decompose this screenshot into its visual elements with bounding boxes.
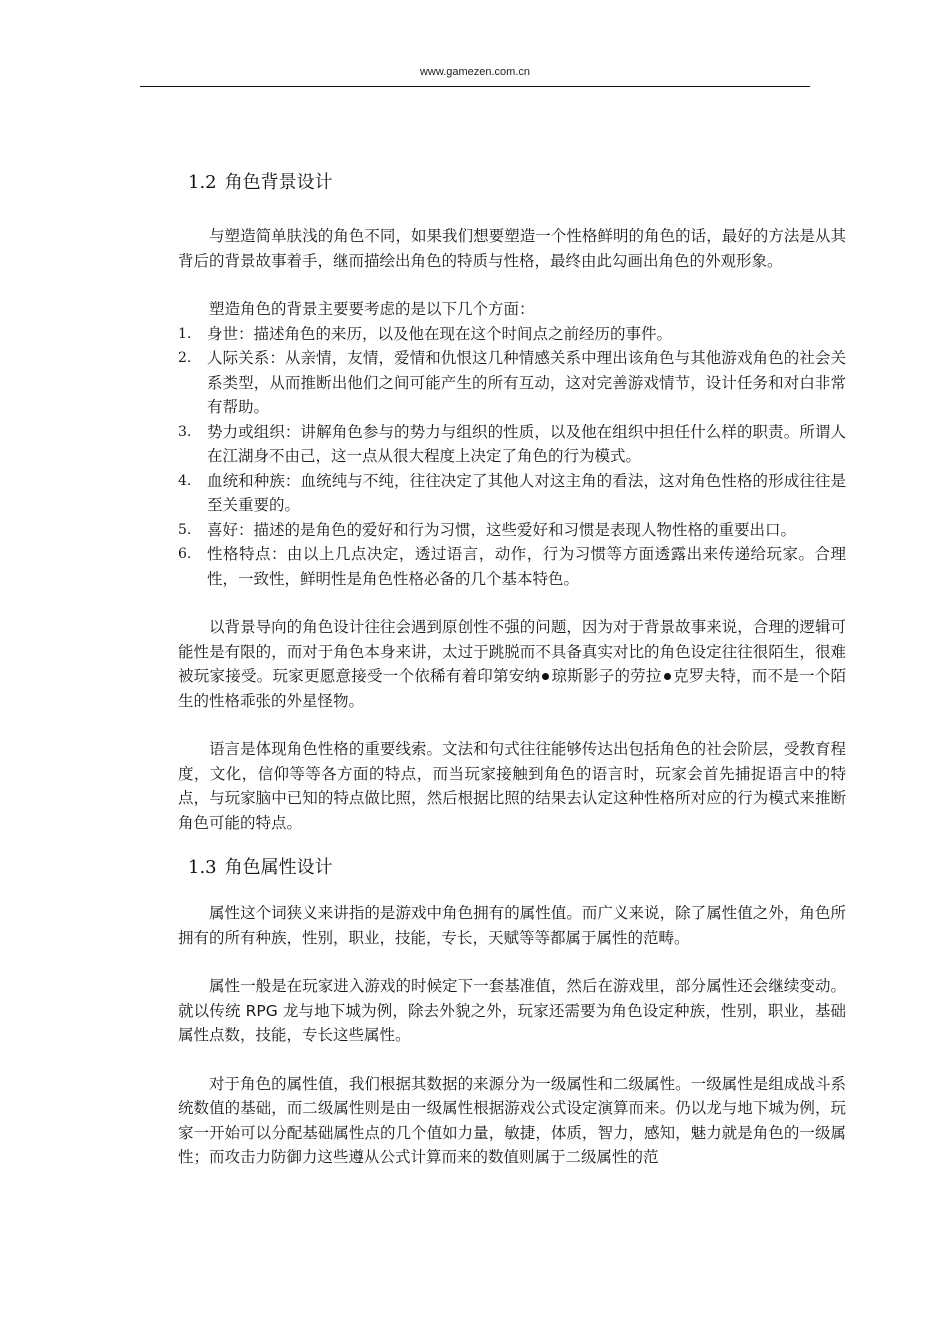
list-item bbox=[178, 322, 846, 347]
paragraph: 属性这个词狭义来讲指的是游戏中角色拥有的属性值。而广义来说，除了属性值之外，角色所拥有的所有种族，性别，职业，技能，专长，天赋等等都属于属性的范畴。 bbox=[178, 904, 846, 947]
section-heading-1-2 bbox=[178, 170, 846, 196]
paragraph: 属性一般是在玩家进入游戏的时候定下一套基准值，然后在游戏里，部分属性还会继续变动。就以传统 RPG 龙与地下城为例，除去外貌之外，玩家还需要为角色设定种族，性别，职业，基础属性点数，技能，专长这些属性。 bbox=[178, 977, 846, 1044]
bullet-dot-icon bbox=[542, 673, 549, 680]
list-text: 性格特点：由以上几点决定，透过语言，动作，行为习惯等方面透露出来传递给玩家。合理性，一致性，鲜明性是角色性格必备的几个基本特色。 bbox=[207, 545, 846, 588]
aspect-list bbox=[178, 322, 846, 592]
header-divider bbox=[140, 86, 810, 87]
section-title: 角色背景设计 bbox=[224, 172, 333, 193]
list-intro: 塑造角色的背景主要要考虑的是以下几个方面： bbox=[209, 300, 535, 318]
section-title: 角色属性设计 bbox=[224, 857, 333, 878]
list-item bbox=[178, 518, 846, 543]
paragraph-text: 以背景导向的角色设计往往会遇到原创性不强的问题，因为对于背景故事来说，合理的逻辑可能性是有限的，而对于角色本身来讲，太过于跳脱而不具备真实对比的角色设定往往很陌生，很难被玩家接受。玩家更愿意接受一个依稀有着印第安纳 bbox=[178, 618, 846, 685]
paragraph bbox=[178, 615, 846, 713]
bullet-dot-icon bbox=[664, 673, 671, 680]
page-body bbox=[178, 170, 846, 1170]
list-number: 5. bbox=[178, 521, 192, 538]
paragraph: 对于角色的属性值，我们根据其数据的来源分为一级属性和二级属性。一级属性是组成战斗系统数值的基础，而二级属性则是由一级属性根据游戏公式设定演算而来。仍以龙与地下城为例，玩家一开始可以分配基础属性点的几个值如力量，敏捷，体质，智力，感知，魅力就是角色的一级属性；而攻击力防御力这些遵从公式计算而来的数值则属于二级属性的范 bbox=[178, 1074, 846, 1166]
list-text: 身世：描述角色的来历，以及他在现在这个时间点之前经历的事件。 bbox=[207, 324, 673, 343]
list-item bbox=[178, 420, 846, 469]
list-number: 1. bbox=[178, 325, 192, 342]
section-number: 1.2 bbox=[188, 172, 217, 193]
header-url: www.gamezen.com.cn bbox=[419, 66, 531, 78]
list-number: 2. bbox=[178, 350, 192, 366]
list-number: 6. bbox=[178, 546, 192, 562]
list-item bbox=[178, 346, 846, 420]
paragraph: 语言是体现角色性格的重要线索。文法和句式往往能够传达出包括角色的社会阶层，受教育程度，文化，信仰等等各方面的特点，而当玩家接触到角色的语言时，玩家会首先捕捉语言中的特点，与玩家脑中已知的特点做比照，然后根据比照的结果去认定这种性格所对应的行为模式来推断角色可能的特点。 bbox=[178, 740, 846, 832]
list-text: 喜好：描述的是角色的爱好和行为习惯，这些爱好和习惯是表现人物性格的重要出口。 bbox=[207, 520, 797, 539]
paragraph-text: 克罗夫特，而不是一个陌生的性格乖张的外星怪物。 bbox=[178, 667, 846, 710]
section-heading-1-3 bbox=[178, 855, 846, 881]
list-text: 人际关系：从亲情，友情，爱情和仇恨这几种情感关系中理出该角色与其他游戏角色的社会关系类型，从而推断出他们之间可能产生的所有互动，这对完善游戏情节，设计任务和对白非常有帮助。 bbox=[207, 349, 846, 416]
list-text: 血统和种族：血统纯与不纯，往往决定了其他人对这主角的看法，这对角色性格的形成往往是至关重要的。 bbox=[207, 471, 846, 514]
section-number: 1.3 bbox=[188, 857, 217, 878]
list-item bbox=[178, 469, 846, 518]
list-number: 3. bbox=[178, 423, 192, 440]
paragraph-text: 琼斯影子的劳拉 bbox=[551, 667, 662, 685]
paragraph: 与塑造简单肤浅的角色不同，如果我们想要塑造一个性格鲜明的角色的话，最好的方法是从其背后的背景故事着手，继而描绘出角色的特质与性格，最终由此勾画出角色的外观形象。 bbox=[178, 227, 846, 270]
list-number: 4. bbox=[178, 472, 192, 489]
list-item bbox=[178, 542, 846, 591]
list-text: 势力或组织：讲解角色参与的势力与组织的性质，以及他在组织中担任什么样的职责。所谓人在江湖身不由己，这一点从很大程度上决定了角色的行为模式。 bbox=[207, 422, 846, 465]
